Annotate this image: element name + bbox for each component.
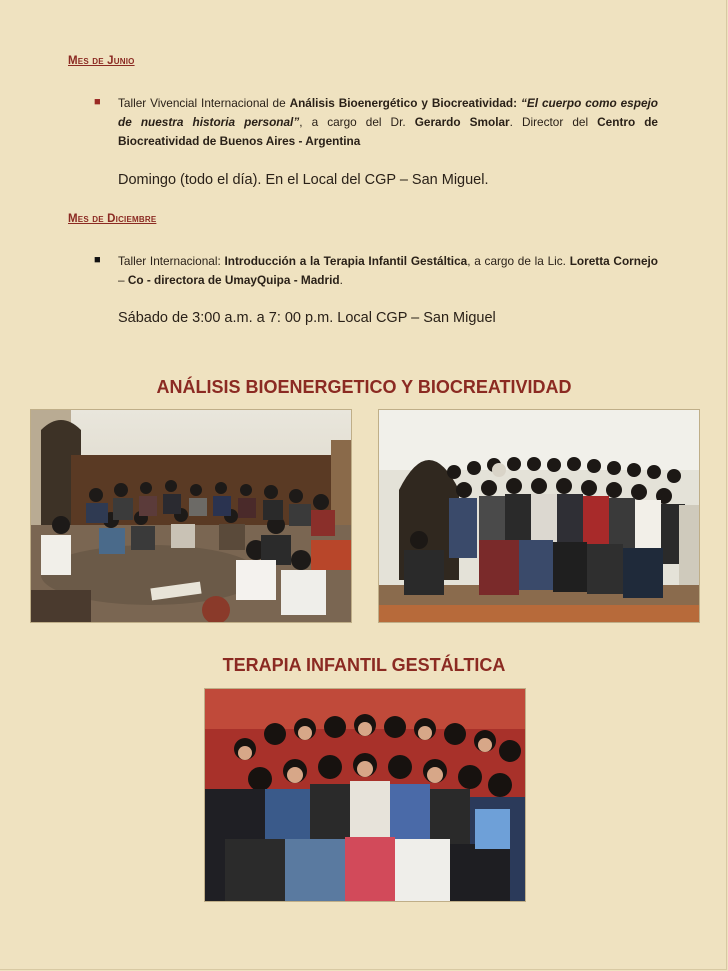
june-workshop-description <box>118 94 658 151</box>
december-workshop-description <box>118 252 658 290</box>
gallery-title-terapia-infantil: TERAPIA INFANTIL GESTÁLTICA <box>222 655 506 675</box>
heading-mes-de-junio: Mes de Junio <box>68 55 135 67</box>
december-dash: – <box>118 273 128 287</box>
june-text-by: , a cargo del Dr. <box>299 115 415 129</box>
workshop-photo-group-portrait <box>378 409 700 623</box>
december-text-intro: Taller Internacional: <box>118 254 225 268</box>
december-institution: Co - directora de UmayQuipa - Madrid <box>127 273 340 287</box>
gallery-title-bioenergetico: ANÁLISIS BIOENERGETICO Y BIOCREATIVIDAD <box>156 377 572 397</box>
december-facilitator-name: Loretta Cornejo <box>569 254 658 268</box>
june-text-director: . Director del <box>509 115 598 129</box>
workshop-photo-terapia-group <box>204 688 526 902</box>
june-text-intro: Taller Vivencial Internacional de <box>118 96 290 110</box>
june-workshop-subtitle: “El cuerpo como espejo de nuestra historia personal” <box>118 96 658 129</box>
december-period: . <box>339 273 343 287</box>
heading-mes-de-diciembre: Mes de Diciembre <box>68 213 157 225</box>
june-schedule: Domingo (todo el día). En el Local del CGP – San Miguel. <box>118 172 489 188</box>
june-workshop-name: Análisis Bioenergético y Biocreatividad: <box>289 96 521 110</box>
workshop-photo-seated-group <box>30 409 352 623</box>
december-workshop-name: Introducción a la Terapia Infantil Gestáltica <box>224 254 468 268</box>
december-schedule: Sábado de 3:00 a.m. a 7: 00 p.m. Local CGP – San Miguel <box>118 310 496 326</box>
december-text-by: , a cargo de la Lic. <box>467 254 570 268</box>
bullet-icon: ■ <box>94 254 101 266</box>
bullet-icon: ■ <box>94 96 101 108</box>
june-institution: Centro de Biocreatividad de Buenos Aires - Argentina <box>118 115 658 148</box>
june-facilitator-name: Gerardo Smolar <box>414 115 510 129</box>
